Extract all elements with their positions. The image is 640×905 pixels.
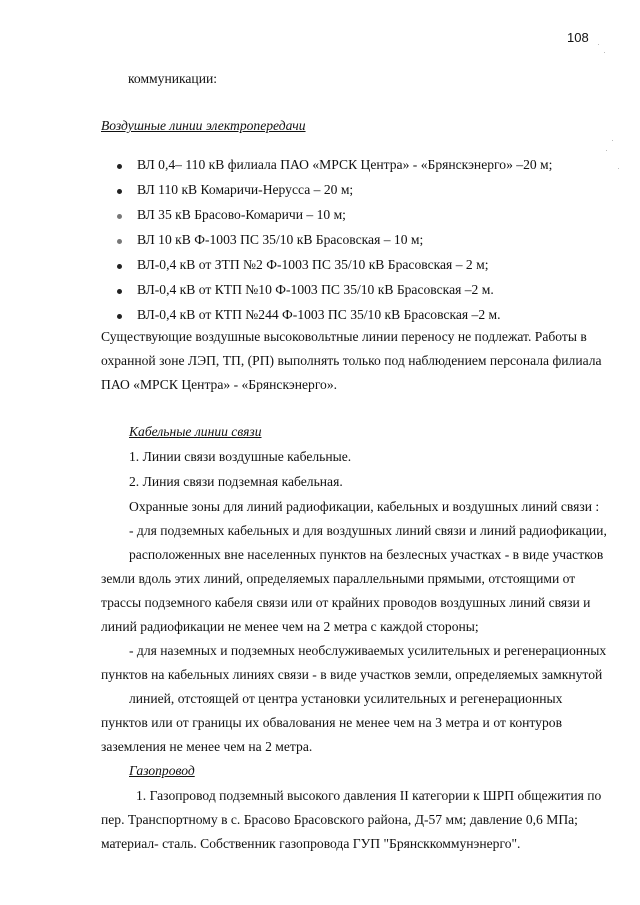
paragraph-line: земли вдоль этих линий, определяемых параллельными прямыми, отстоящими от	[101, 571, 576, 586]
cable-list-item: 2. Линия связи подземная кабельная.	[129, 474, 343, 489]
bullet-icon	[117, 264, 122, 269]
cable-list-item: 1. Линии связи воздушные кабельные.	[129, 449, 352, 464]
paragraph-line: трассы подземного кабеля связи или от крайних проводов воздушных линий связи и	[101, 595, 591, 610]
paragraph-line: линией, отстоящей от центра установки усилительных и регенерационных	[129, 691, 563, 706]
note-line: Существующие воздушные высоковольтные линии переносу не подлежат. Работы в	[101, 329, 587, 344]
paragraph-line: - для наземных и подземных необслуживаемых усилительных и регенерационных	[129, 643, 607, 658]
bullet-icon	[117, 314, 122, 319]
cable-heading: Кабельные линии связи	[129, 424, 262, 439]
list-item: ВЛ 110 кВ Комаричи-Нерусса – 20 м;	[137, 182, 354, 197]
paragraph-line: пунктов или от границы их обвалования не менее чем на 3 метра и от контуров	[101, 715, 562, 730]
bullet-icon	[117, 239, 122, 244]
paragraph-line: пунктов на кабельных линиях связи - в виде участков земли, определяемых замкнутой	[101, 667, 603, 682]
gas-heading: Газопровод	[129, 763, 195, 778]
list-item: ВЛ 35 кВ Брасово-Комаричи – 10 м;	[137, 207, 346, 222]
note-line: ПАО «МРСК Центра» - «Брянскэнерго».	[101, 377, 338, 392]
paragraph-line: расположенных вне населенных пунктов на безлесных участках - в виде участков	[129, 547, 604, 562]
paragraph-line: линий радиофикации не менее чем на 2 метра с каждой стороны;	[101, 619, 479, 634]
note-line: охранной зоне ЛЭП, ТП, (РП) выполнять только под наблюдением персонала филиала	[101, 353, 602, 368]
paragraph-line: 1. Газопровод подземный высокого давления II категории к ШРП общежития по	[136, 788, 602, 803]
bullet-icon	[117, 214, 122, 219]
paragraph-line: заземления не менее чем на 2 метра.	[101, 739, 313, 754]
list-item: ВЛ-0,4 кВ от ЗТП №2 Ф-1003 ПС 35/10 кВ Брасовская – 2 м;	[137, 257, 489, 272]
list-item: ВЛ-0,4 кВ от КТП №10 Ф-1003 ПС 35/10 кВ Брасовская –2 м.	[137, 282, 494, 297]
zones-intro: Охранные зоны для линий радиофикации, кабельных и воздушных линий связи :	[129, 499, 600, 514]
list-item: ВЛ 0,4– 110 кВ филиала ПАО «МРСК Центра» - «Брянскэнерго» –20 м;	[137, 157, 553, 172]
paragraph-line: пер. Транспортному в с. Брасово Брасовского района, Д-57 мм; давление 0,6 МПа;	[101, 812, 578, 827]
paragraph-line: материал- сталь. Собственник газопровода ГУП "Брянсккоммунэнерго".	[101, 836, 521, 851]
list-item: ВЛ-0,4 кВ от КТП №244 Ф-1003 ПС 35/10 кВ Брасовская –2 м.	[137, 307, 501, 322]
paragraph-line: - для подземных кабельных и для воздушных линий связи и линий радиофикации,	[129, 523, 607, 538]
page-number: 108	[567, 30, 589, 45]
bullet-icon	[117, 164, 122, 169]
list-item: ВЛ 10 кВ Ф-1003 ПС 35/10 кВ Брасовская – 10 м;	[137, 232, 424, 247]
bullet-icon	[117, 289, 122, 294]
bullet-icon	[117, 189, 122, 194]
overhead-heading: Воздушные линии электропередачи	[101, 118, 306, 133]
intro-line: коммуникации:	[128, 71, 218, 86]
